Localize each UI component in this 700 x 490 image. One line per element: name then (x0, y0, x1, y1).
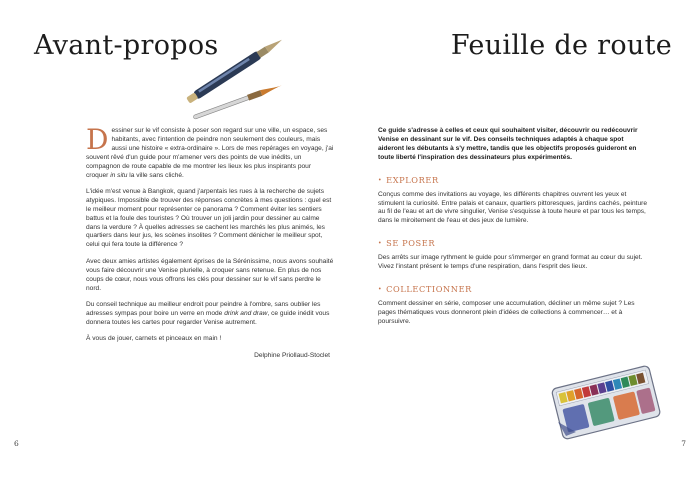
page-number-left: 6 (14, 439, 19, 448)
page-title-avant-propos: Avant-propos (34, 30, 219, 61)
section-body-explorer: Conçus comme des invitations au voyage, les différents chapitres ouvrent les yeux et stimulent la curiosité. Entre palais et canaux, quartiers pittoresques, jardins cachés, peinture au fil de l'eau et art de vivre singulier, Venise s'esquisse à toute heure et par tous les temps, dans le miroitement de l'eau et des jeux de lumière. (378, 190, 648, 225)
author-signature: Delphine Priollaud-Stoclet (254, 351, 330, 359)
watercolor-palette-illustration (548, 362, 666, 442)
drop-cap: D (86, 123, 109, 156)
intro-paragraph: Ce guide s'adresse à celles et ceux qui souhaitent visiter, découvrir ou redécouvrir Venise en dessinant sur le vif. Des conseils techniques adaptés à chaque spot aideront les débutants à s'y mettre, tandis que les objectifs proposés guideront en toute liberté l'inspiration des dessinateurs plus expérimentés. (378, 127, 638, 161)
paragraph-3: Avec deux amies artistes également éprises de la Sérénissime, nous avons souhaité vous faire découvrir une Venise plurielle, à croquer sans retenue. En plus de nos coups de cœur, nous vous offrons les clés pour dessiner sur le vif sans perdre le nord. (86, 257, 334, 292)
paragraph-4-text: Du conseil technique au meilleur endroit pour peindre à l'ombre, sans oublier les adresses sympas pour boire un verre en mode (86, 300, 321, 317)
bullet-icon: • (378, 286, 383, 294)
paragraph-4-end: , ce guide inédit vous donnera toutes les cartes pour regarder Venise autrement. (86, 309, 330, 326)
pen-icon (186, 36, 285, 105)
paragraph-4-italic: drink and draw (224, 309, 268, 317)
section-heading-se-poser (378, 238, 648, 249)
paragraph-2: L'idée m'est venue à Bangkok, quand j'arpentais les rues à la recherche de sujets atypiques. Impossible de trouver des réponses concrètes à mes questions : quel est le meilleur moment pour représenter ce panorama ? Comment éviter les sentiers battus et la foule des touristes ? Où trouver un joli jardin pour dessiner au calme dans la verdure ? À quelles adresses se cachent les marchés les plus animés, les quartiers dans leur jus, les scènes insolites ? Comment dénicher le meilleur spot, celui qui fera toute la différence ? (86, 187, 332, 249)
section-heading-explorer (378, 175, 648, 186)
section-body-collectionner: Comment dessiner en série, composer une accumulation, décliner un même sujet ? Les pages thématiques vous donneront plein d'idées de collections à commencer… et à poursuivre. (378, 300, 635, 325)
bullet-icon: • (378, 240, 383, 248)
paragraph-5: À vous de jouer, carnets et pinceaux en main ! (86, 335, 222, 343)
page-number-right: 7 (681, 439, 686, 448)
paragraph-1 (86, 123, 334, 180)
section-heading-label: SE POSER (386, 238, 436, 249)
avant-propos-text (86, 123, 334, 368)
fountain-pen-illustration (160, 22, 310, 122)
paragraph-1-end: la ville sans cliché. (127, 171, 184, 179)
section-heading-label: COLLECTIONNER (386, 284, 472, 295)
bullet-icon: • (378, 176, 383, 184)
section-body-se-poser: Des arrêts sur image rythment le guide pour s'immerger en grand format au cœur du sujet. Vivez l'instant présent le temps d'une respiration, dans l'esprit des lieux. (378, 254, 643, 271)
paragraph-1-text: essiner sur le vif consiste à poser son regard sur une ville, un espace, ses habitants, avec l'intention de peindre non seulement des couleurs, mais aussi une histoire « extra-ordinaire ». Lors de mes repérages en voyage, j'ai souvent rêvé d'un guide pour m'amener vers des points de vue inédits, un compagnon de route capable de me montrer les lieux les plus inspirants pour croquer (86, 127, 334, 179)
feuille-de-route-text (378, 127, 648, 334)
section-heading-collectionner (378, 284, 648, 295)
section-heading-label: EXPLORER (386, 174, 439, 185)
paragraph-4 (86, 301, 334, 328)
page-title-feuille-de-route: Feuille de route (450, 30, 672, 61)
paragraph-1-italic: in situ (110, 171, 128, 179)
